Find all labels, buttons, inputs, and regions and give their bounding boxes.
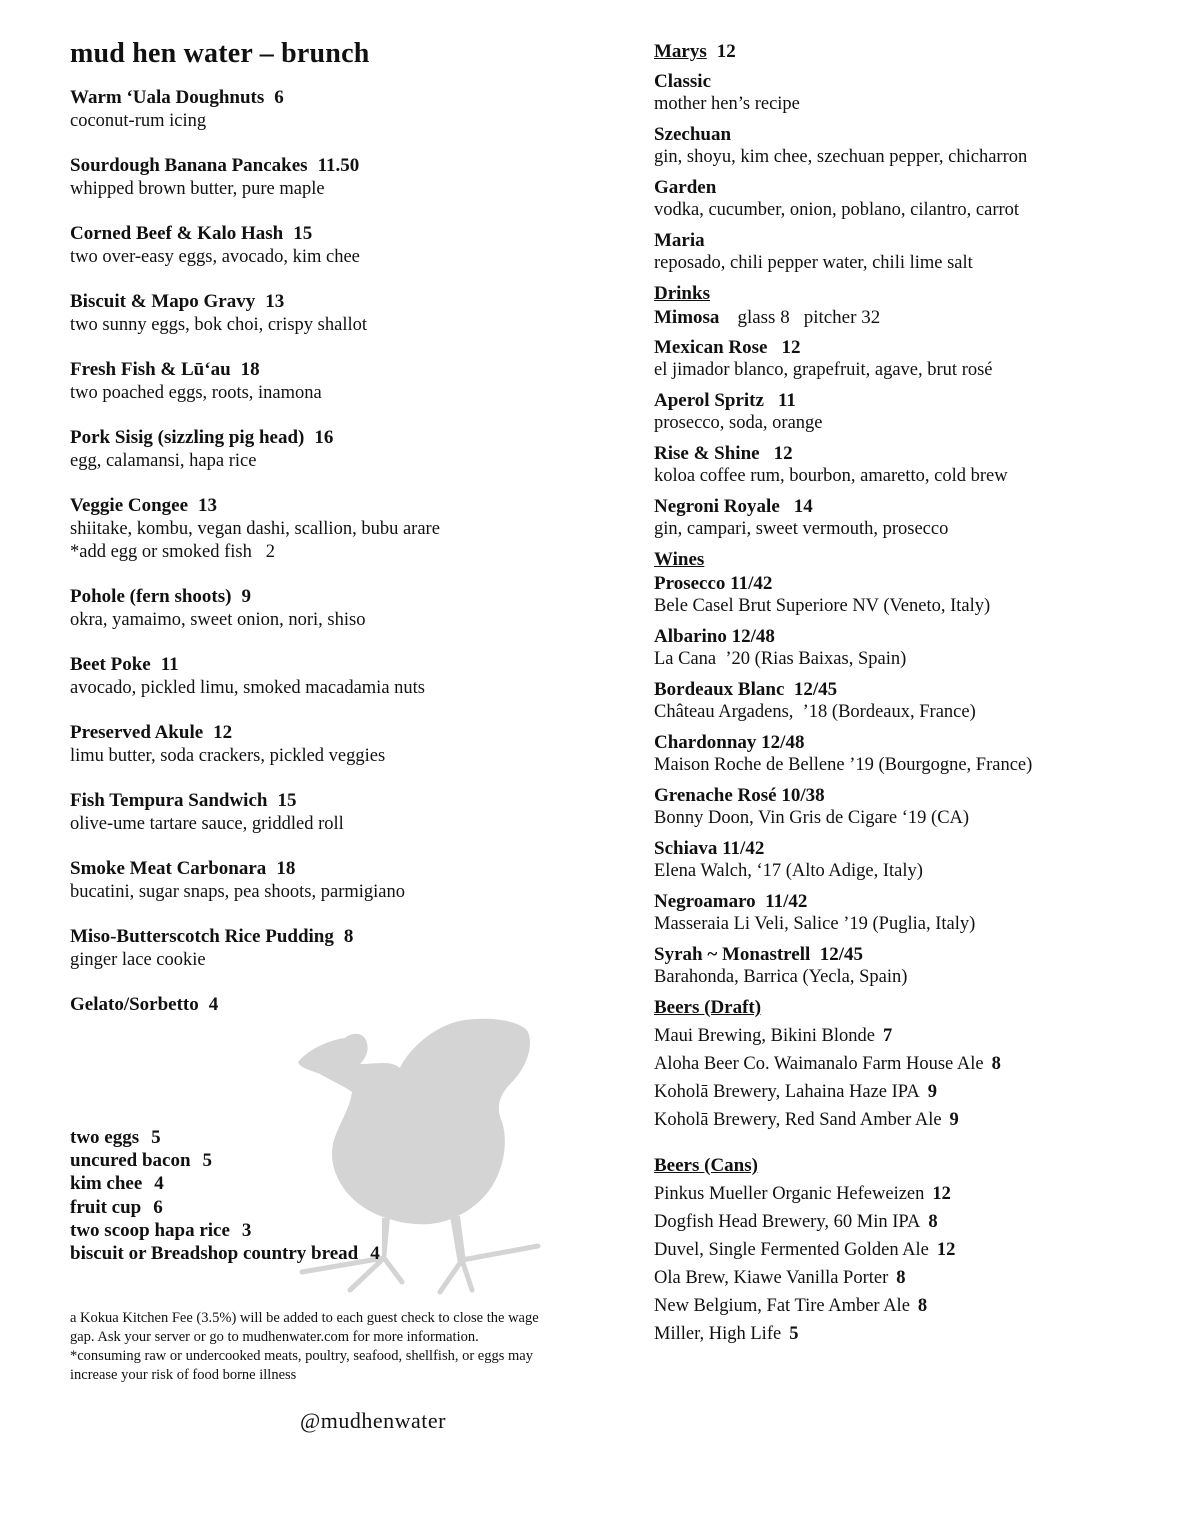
beer-price: 8 xyxy=(928,1212,938,1232)
wine-name: Albarino 12/48 xyxy=(654,626,775,647)
dish-name: Sourdough Banana Pancakes xyxy=(70,155,308,176)
dish-name: Fresh Fish & Lū‘au xyxy=(70,359,231,380)
marys-item xyxy=(654,123,1154,169)
dish-price: 16 xyxy=(314,427,334,448)
dish-price: 18 xyxy=(240,359,260,380)
dish-description: two sunny eggs, bok choi, crispy shallot xyxy=(70,315,368,335)
wine-name: Prosecco 11/42 xyxy=(654,573,773,594)
dish-item xyxy=(70,993,590,1017)
dish-name-line xyxy=(70,290,590,314)
sides-list xyxy=(70,1126,380,1265)
drink-name: Rise & Shine xyxy=(654,443,760,464)
drink-item xyxy=(654,336,1154,382)
dish-name-line xyxy=(70,494,590,518)
wine-name: Negroamaro 11/42 xyxy=(654,891,808,912)
side-item xyxy=(70,1172,380,1195)
side-name: fruit cup xyxy=(70,1196,142,1218)
dish-description: two over-easy eggs, avocado, kim chee xyxy=(70,247,360,267)
mimosa-glass: glass 8 xyxy=(737,307,790,328)
wine-item xyxy=(654,625,1154,671)
dish-name: Veggie Congee xyxy=(70,495,189,516)
dish-name: Miso-Butterscotch Rice Pudding xyxy=(70,926,334,947)
dish-price: 12 xyxy=(213,722,233,743)
beer-item xyxy=(654,1022,1154,1050)
dish-name-line xyxy=(70,653,590,677)
beer-name: Koholā Brewery, Lahaina Haze IPA xyxy=(654,1082,920,1102)
dish-description: ginger lace cookie xyxy=(70,950,206,970)
dish-item xyxy=(70,222,590,269)
beers-draft-list xyxy=(654,1022,1154,1134)
dish-description: whipped brown butter, pure maple xyxy=(70,179,325,199)
dish-item xyxy=(70,154,590,201)
wine-name: Grenache Rosé 10/38 xyxy=(654,785,825,806)
dish-description: egg, calamansi, hapa rice xyxy=(70,451,257,471)
drink-price: 14 xyxy=(793,496,813,517)
wine-desc: La Cana ’20 (Rias Baixas, Spain) xyxy=(654,649,907,669)
side-name: two scoop hapa rice xyxy=(70,1219,230,1241)
mimosa-pitcher: pitcher 32 xyxy=(803,307,881,328)
dish-name: Biscuit & Mapo Gravy xyxy=(70,291,256,312)
dish-description: two poached eggs, roots, inamona xyxy=(70,383,322,403)
beer-price: 5 xyxy=(789,1324,799,1344)
footer-notes xyxy=(70,1309,540,1385)
drink-desc: prosecco, soda, orange xyxy=(654,413,823,433)
beer-price: 8 xyxy=(896,1268,906,1288)
beer-price: 8 xyxy=(917,1296,928,1316)
dish-name-line xyxy=(70,358,590,382)
dish-price: 18 xyxy=(276,858,296,879)
marys-item-desc: reposado, chili pepper water, chili lime salt xyxy=(654,253,973,273)
dish-item xyxy=(70,86,590,133)
wine-item xyxy=(654,678,1154,724)
beer-price: 12 xyxy=(932,1184,951,1204)
marys-item-desc: gin, shoyu, kim chee, szechuan pepper, chicharron xyxy=(654,147,1028,167)
wine-item xyxy=(654,784,1154,830)
dish-name: Smoke Meat Carbonara xyxy=(70,858,267,879)
drink-desc: koloa coffee rum, bourbon, amaretto, cold brew xyxy=(654,466,1008,486)
beer-name: Aloha Beer Co. Waimanalo Farm House Ale xyxy=(654,1054,984,1074)
drink-desc: el jimador blanco, grapefruit, agave, brut rosé xyxy=(654,360,993,380)
dish-name-line xyxy=(70,993,590,1017)
marys-item-desc: mother hen’s recipe xyxy=(654,94,800,114)
marys-item-name: Garden xyxy=(654,177,717,198)
wine-desc: Barahonda, Barrica (Yecla, Spain) xyxy=(654,967,908,987)
raw-food-warning: *consuming raw or undercooked meats, poultry, seafood, shellfish, or eggs may increase your risk of food borne illness xyxy=(70,1348,533,1383)
drinks-list xyxy=(654,336,1154,541)
dish-price: 15 xyxy=(293,223,313,244)
drink-name-line xyxy=(654,495,1154,518)
dish-name-line xyxy=(70,222,590,246)
beer-item xyxy=(654,1106,1154,1134)
beer-name: Maui Brewing, Bikini Blonde xyxy=(654,1026,875,1046)
drink-price: 11 xyxy=(777,390,796,411)
dish-price: 13 xyxy=(198,495,218,516)
beer-name: Pinkus Mueller Organic Hefeweizen xyxy=(654,1184,925,1204)
beer-item xyxy=(654,1292,1154,1320)
beer-item xyxy=(654,1050,1154,1078)
beer-price: 7 xyxy=(882,1026,893,1046)
beer-price: 12 xyxy=(936,1240,956,1260)
dish-name-line xyxy=(70,721,590,745)
dish-name-line xyxy=(70,925,590,949)
marys-item-name: Classic xyxy=(654,71,711,92)
dish-description: limu butter, soda crackers, pickled veggies xyxy=(70,746,386,766)
side-price: 5 xyxy=(202,1150,213,1172)
beer-item xyxy=(654,1236,1154,1264)
mimosa-name: Mimosa xyxy=(654,307,720,328)
drink-name: Negroni Royale xyxy=(654,496,780,517)
side-item xyxy=(70,1149,380,1172)
wine-name: Syrah ~ Monastrell 12/45 xyxy=(654,944,864,965)
marys-item xyxy=(654,176,1154,222)
social-handle: @mudhenwater xyxy=(300,1408,446,1433)
side-price: 4 xyxy=(370,1243,380,1265)
wine-name: Schiava 11/42 xyxy=(654,838,765,859)
beers-draft-heading: Beers (Draft) xyxy=(654,997,762,1018)
wines-list xyxy=(654,572,1154,989)
wine-item xyxy=(654,943,1154,989)
side-name: kim chee xyxy=(70,1173,143,1195)
dish-item xyxy=(70,494,590,564)
dish-description: coconut-rum icing xyxy=(70,111,207,131)
marys-heading xyxy=(654,40,1154,64)
dish-description: shiitake, kombu, vegan dashi, scallion, bubu arare xyxy=(70,519,440,539)
dish-description: avocado, pickled limu, smoked macadamia nuts xyxy=(70,678,425,698)
marys-item xyxy=(654,70,1154,116)
side-price: 6 xyxy=(153,1196,163,1218)
beers-cans-heading: Beers (Cans) xyxy=(654,1155,758,1176)
beer-price: 9 xyxy=(949,1110,959,1130)
wine-desc: Bele Casel Brut Superiore NV (Veneto, Italy) xyxy=(654,596,991,616)
wines-heading: Wines xyxy=(654,549,705,570)
dish-description: bucatini, sugar snaps, pea shoots, parmigiano xyxy=(70,882,405,902)
beer-item xyxy=(654,1264,1154,1292)
beer-item xyxy=(654,1078,1154,1106)
drinks-column xyxy=(654,40,1154,1348)
wine-desc: Bonny Doon, Vin Gris de Cigare ‘19 (CA) xyxy=(654,808,970,828)
drink-name: Mexican Rose xyxy=(654,337,768,358)
marys-item-name: Szechuan xyxy=(654,124,732,145)
wine-desc: Maison Roche de Bellene ’19 (Bourgogne, France) xyxy=(654,755,1033,775)
dish-item xyxy=(70,290,590,337)
wine-name: Chardonnay 12/48 xyxy=(654,732,805,753)
dish-name-line xyxy=(70,86,590,110)
dish-price: 8 xyxy=(343,926,354,947)
dish-item xyxy=(70,358,590,405)
marys-item xyxy=(654,229,1154,275)
marys-item-name: Maria xyxy=(654,230,705,251)
drink-name-line xyxy=(654,389,1154,412)
side-item xyxy=(70,1126,380,1149)
drink-price: 12 xyxy=(773,443,793,464)
dish-name: Gelato/Sorbetto xyxy=(70,994,199,1015)
dish-name: Preserved Akule xyxy=(70,722,204,743)
beers-cans-list xyxy=(654,1180,1154,1348)
beer-name: Miller, High Life xyxy=(654,1324,782,1344)
dish-name-line xyxy=(70,154,590,178)
wine-desc: Château Argadens, ’18 (Bordeaux, France) xyxy=(654,702,976,722)
wine-item xyxy=(654,890,1154,936)
side-price: 3 xyxy=(241,1219,252,1241)
drink-price: 12 xyxy=(781,337,801,358)
dish-name: Pork Sisig (sizzling pig head) xyxy=(70,427,305,448)
food-column xyxy=(70,38,590,1038)
dish-name: Fish Tempura Sandwich xyxy=(70,790,268,811)
wine-item xyxy=(654,572,1154,618)
dish-item xyxy=(70,585,590,632)
side-item xyxy=(70,1196,380,1219)
dish-list xyxy=(70,86,590,1017)
drink-name-line xyxy=(654,336,1154,359)
drink-name: Aperol Spritz xyxy=(654,390,764,411)
dish-price: 11.50 xyxy=(317,155,360,176)
dish-item xyxy=(70,789,590,836)
dish-item xyxy=(70,925,590,972)
beer-price: 8 xyxy=(991,1054,1001,1074)
drink-name-line xyxy=(654,442,1154,465)
beer-name: Ola Brew, Kiawe Vanilla Porter xyxy=(654,1268,889,1288)
kitchen-fee-note: a Kokua Kitchen Fee (3.5%) will be added to each guest check to close the wage gap. Ask your server or go to mudhenwater.com for more information. xyxy=(70,1310,539,1345)
dish-name-line xyxy=(70,789,590,813)
dish-name-line xyxy=(70,857,590,881)
dish-item xyxy=(70,857,590,904)
side-price: 5 xyxy=(151,1127,161,1148)
dish-item xyxy=(70,653,590,700)
beer-name: Koholā Brewery, Red Sand Amber Ale xyxy=(654,1110,942,1130)
dish-name-line xyxy=(70,585,590,609)
dish-price: 11 xyxy=(160,654,179,675)
beer-item xyxy=(654,1208,1154,1236)
wine-item xyxy=(654,731,1154,777)
side-item xyxy=(70,1242,380,1265)
side-item xyxy=(70,1219,380,1242)
dish-description: olive-ume tartare sauce, griddled roll xyxy=(70,814,344,834)
beer-name: New Belgium, Fat Tire Amber Ale xyxy=(654,1296,910,1316)
marys-price: 12 xyxy=(716,41,736,62)
drink-item xyxy=(654,389,1154,435)
dish-price: 4 xyxy=(208,994,219,1015)
drinks-heading: Drinks xyxy=(654,283,710,304)
beer-item xyxy=(654,1320,1154,1348)
beer-price: 9 xyxy=(927,1082,938,1102)
side-name: two eggs xyxy=(70,1127,140,1148)
dish-description: okra, yamaimo, sweet onion, nori, shiso xyxy=(70,610,366,630)
side-name: biscuit or Breadshop country bread xyxy=(70,1243,359,1265)
dish-addon: *add egg or smoked fish 2 xyxy=(70,542,276,562)
dish-name: Beet Poke xyxy=(70,654,151,675)
drink-item xyxy=(654,442,1154,488)
side-name: uncured bacon xyxy=(70,1150,191,1172)
side-price: 4 xyxy=(154,1173,164,1195)
dish-name: Warm ‘Uala Doughnuts xyxy=(70,87,265,108)
dish-name: Corned Beef & Kalo Hash xyxy=(70,223,284,244)
wine-item xyxy=(654,837,1154,883)
dish-name: Pohole (fern shoots) xyxy=(70,586,232,607)
dish-item xyxy=(70,721,590,768)
drink-item xyxy=(654,495,1154,541)
beer-name: Dogfish Head Brewery, 60 Min IPA xyxy=(654,1212,921,1232)
beer-item xyxy=(654,1180,1154,1208)
dish-price: 13 xyxy=(265,291,285,312)
dish-item xyxy=(70,426,590,473)
marys-item-desc: vodka, cucumber, onion, poblano, cilantro, carrot xyxy=(654,200,1020,220)
drink-desc: gin, campari, sweet vermouth, prosecco xyxy=(654,519,949,539)
dish-name-line xyxy=(70,426,590,450)
wine-desc: Masseraia Li Veli, Salice ’19 (Puglia, Italy) xyxy=(654,914,976,934)
marys-title: Marys xyxy=(654,41,707,62)
marys-list xyxy=(654,70,1154,275)
wine-name: Bordeaux Blanc 12/45 xyxy=(654,679,838,700)
dish-price: 9 xyxy=(241,586,251,607)
dish-price: 6 xyxy=(274,87,284,108)
dish-price: 15 xyxy=(277,790,297,811)
menu-title: mud hen water – brunch xyxy=(70,38,370,69)
beer-name: Duvel, Single Fermented Golden Ale xyxy=(654,1240,929,1260)
mimosa-item xyxy=(654,306,1154,329)
wine-desc: Elena Walch, ‘17 (Alto Adige, Italy) xyxy=(654,861,923,881)
